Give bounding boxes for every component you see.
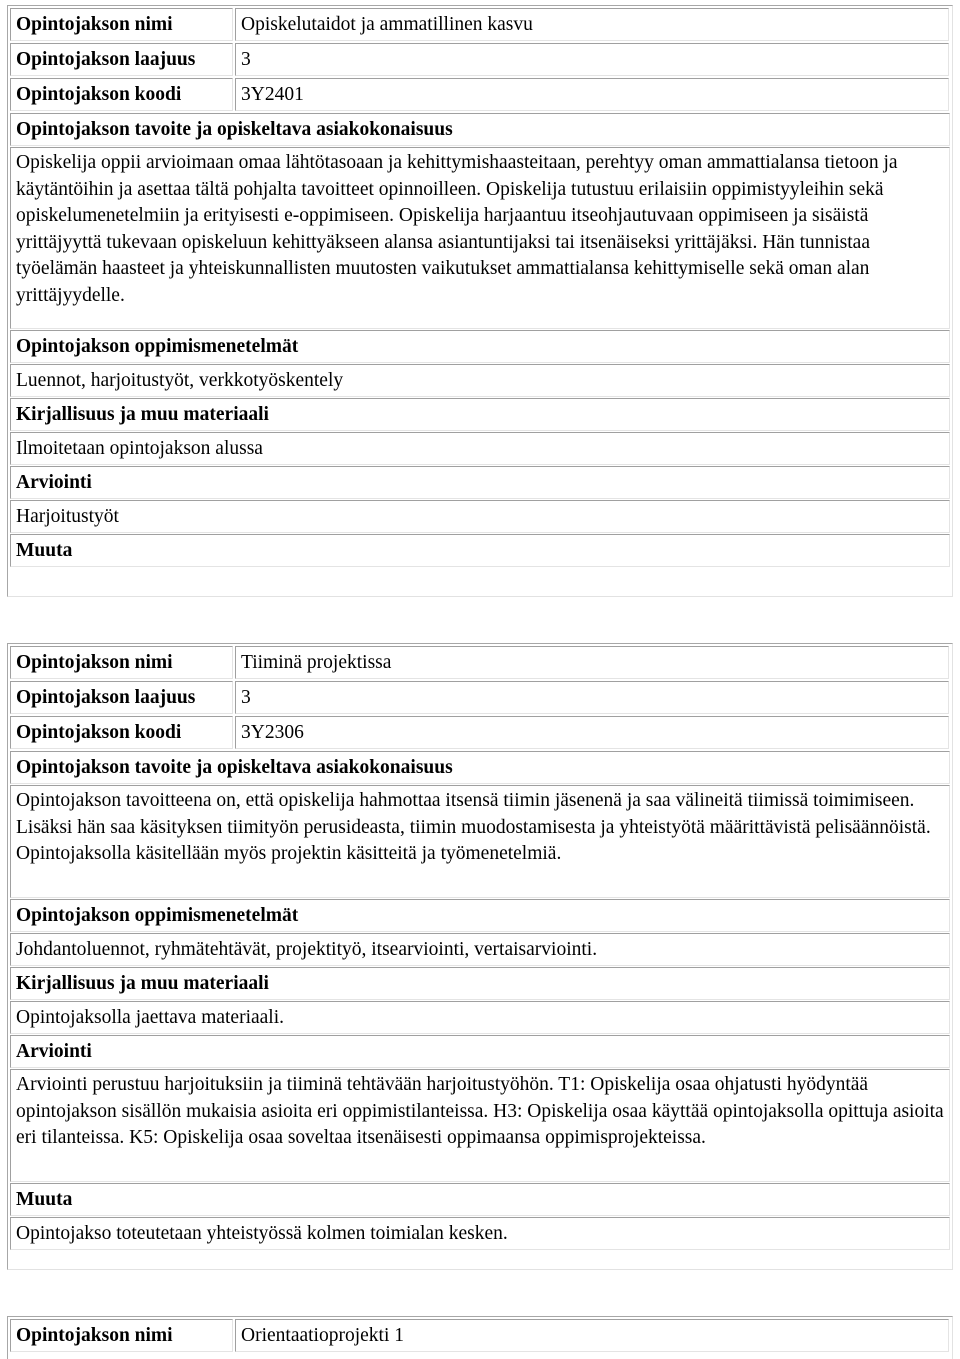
methods-label: Opintojakson oppimismenetelmät — [10, 899, 950, 932]
literature-label: Kirjallisuus ja muu materiaali — [10, 967, 950, 1000]
methods-text: Johdantoluennot, ryhmätehtävät, projektityö, itsearviointi, vertaisarviointi. — [10, 933, 950, 966]
assessment-text: Arviointi perustuu harjoituksiin ja tiiminä tehtävään harjoitustyöhön. T1: Opiskelija osaa ohjatusti hyödyntää opintojakson sisällön mukaisia asioita eri oppimistilanteissa. H3: Opiskelija osaa käyttää opintojaksolla opittuja asioita eri tilanteissa. K5: Opiskelija osaa soveltaa itsenäisesti oppimaansa oppimisprojekteissa. — [10, 1069, 950, 1182]
course-table-3 — [7, 1316, 953, 1359]
course-table-2 — [7, 643, 953, 1270]
name-label: Opintojakson nimi — [10, 646, 233, 679]
goal-text: Opintojakson tavoitteena on, että opiskelija hahmottaa itsensä tiimin jäsenenä ja saa välineitä tiimissä toimimiseen. Lisäksi hän saa käsityksen tiimityön perusideasta, tiimin muodostamisesta ja yhteistyötä määrittävistä pelisäännöistä. Opintojaksolla käsitellään myös projektin käsitteitä ja työmenetelmiä. — [10, 785, 950, 898]
scope-value: 3 — [235, 681, 949, 714]
literature-text: Opintojaksolla jaettava materiaali. — [10, 1001, 950, 1034]
literature-text: Ilmoitetaan opintojakson alussa — [10, 432, 950, 465]
scope-label: Opintojakson laajuus — [10, 681, 233, 714]
name-row — [9, 645, 951, 680]
methods-label: Opintojakson oppimismenetelmät — [10, 330, 950, 363]
name-label: Opintojakson nimi — [10, 8, 233, 41]
name-value: Tiiminä projektissa — [235, 646, 949, 679]
code-row — [9, 715, 951, 750]
scope-row — [9, 42, 951, 77]
scope-value: 3 — [235, 43, 949, 76]
name-row — [9, 1318, 951, 1353]
code-value: 3Y2401 — [235, 78, 949, 111]
name-value: Orientaatioprojekti 1 — [235, 1319, 949, 1352]
assessment-text: Harjoitustyöt — [10, 500, 950, 533]
code-value: 3Y2306 — [235, 716, 949, 749]
other-text: Opintojakso toteutetaan yhteistyössä kolmen toimialan kesken. — [10, 1217, 950, 1250]
assessment-label: Arviointi — [10, 1035, 950, 1068]
goal-label: Opintojakson tavoite ja opiskeltava asiakokonaisuus — [10, 113, 950, 146]
course-table-1 — [7, 5, 953, 597]
scope-label: Opintojakson laajuus — [10, 43, 233, 76]
goal-label: Opintojakson tavoite ja opiskeltava asiakokonaisuus — [10, 751, 950, 784]
code-row — [9, 77, 951, 112]
code-label: Opintojakson koodi — [10, 78, 233, 111]
literature-label: Kirjallisuus ja muu materiaali — [10, 398, 950, 431]
code-label: Opintojakson koodi — [10, 716, 233, 749]
goal-text: Opiskelija oppii arvioimaan omaa lähtötasoaan ja kehittymishaasteitaan, perehtyy oman ammattialansa tietoon ja käytäntöihin ja asettaa tältä pohjalta tavoitteet opinnoilleen. Opiskelija tutustuu erilaisiin oppimistyyleihin sekä opiskelumenetelmiin ja erityisesti e-oppimiseen. Opiskelija harjaantuu itseohjautuvaan oppimiseen ja sisäistä yrittäjyyttä tukevaan opiskeluun kehittyäkseen alansa asiantuntijaksi tai itsenäiseksi yrittäjäksi. Hän tunnistaa työelämän haasteet ja yhteiskunnallisten muutosten vaikutukset ammattialansa kehittymiselle sekä oman alan yrittäjyydelle. — [10, 147, 950, 329]
name-row — [9, 7, 951, 42]
assessment-label: Arviointi — [10, 466, 950, 499]
other-label: Muuta — [10, 534, 950, 567]
name-value: Opiskelutaidot ja ammatillinen kasvu — [235, 8, 949, 41]
other-label: Muuta — [10, 1183, 950, 1216]
name-label: Opintojakson nimi — [10, 1319, 233, 1352]
scope-row — [9, 680, 951, 715]
methods-text: Luennot, harjoitustyöt, verkkotyöskentely — [10, 364, 950, 397]
